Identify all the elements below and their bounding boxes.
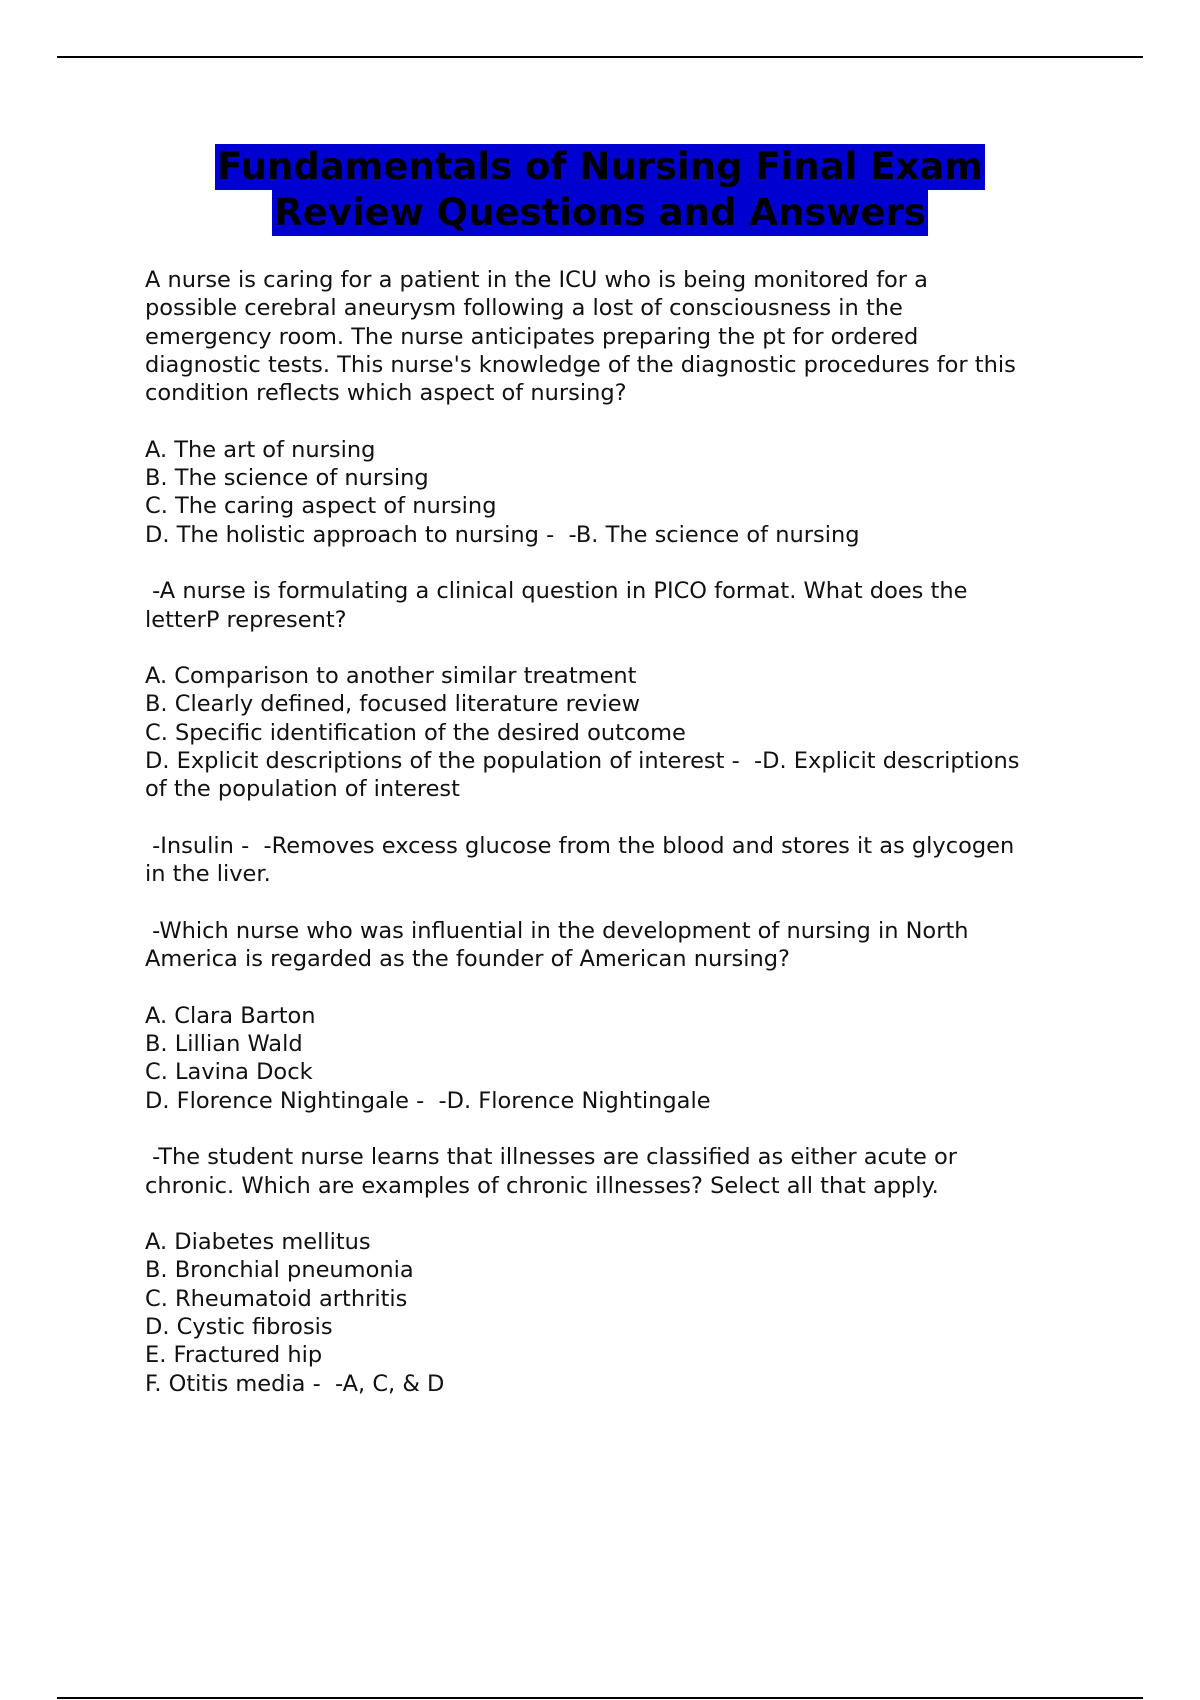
text-line: C. The caring aspect of nursing [145, 493, 497, 520]
text-line: A nurse is caring for a patient in the ICU who is being monitored for a [145, 267, 928, 293]
paragraph [145, 1228, 1095, 1398]
title-line-1: Fundamentals of Nursing Final Exam [217, 145, 983, 188]
text-line: A. Comparison to another similar treatment [145, 663, 637, 690]
text-line: D. The holistic approach to nursing - -B. The science of nursing [145, 521, 860, 548]
text-line: emergency room. The nurse anticipates preparing the pt for ordered [145, 323, 919, 350]
text-line: chronic. Which are examples of chronic illnesses? Select all that apply. [145, 1172, 939, 1199]
paragraph [145, 1143, 1095, 1200]
text-line: A. Diabetes mellitus [145, 1229, 371, 1256]
text-line: B. The science of nursing [145, 465, 429, 492]
text-line: letterP represent? [145, 606, 347, 633]
title-line-2: Review Questions and Answers [274, 191, 926, 234]
paragraph [145, 436, 1095, 549]
text-line: diagnostic tests. This nurse's knowledge of the diagnostic procedures for this [145, 351, 1016, 378]
document-body [145, 266, 1095, 1426]
text-line: America is regarded as the founder of American nursing? [145, 946, 790, 973]
text-line: E. Fractured hip [145, 1342, 323, 1369]
text-line: C. Specific identification of the desired outcome [145, 719, 686, 746]
document-title [100, 144, 1100, 236]
text-line: D. Cystic fibrosis [145, 1313, 333, 1340]
paragraph [145, 577, 1095, 634]
text-line: possible cerebral aneurysm following a lost of consciousness in the [145, 295, 903, 322]
text-line: A. Clara Barton [145, 1002, 316, 1029]
text-line: -The student nurse learns that illnesses are classified as either acute or [145, 1144, 958, 1171]
paragraph [145, 917, 1095, 974]
text-line: condition reflects which aspect of nursing? [145, 380, 627, 407]
text-line: C. Rheumatoid arthritis [145, 1285, 408, 1312]
text-line: F. Otitis media - -A, C, & D [145, 1370, 445, 1397]
paragraph [145, 662, 1095, 803]
header-rule [57, 56, 1143, 58]
paragraph [145, 1002, 1095, 1115]
paragraph [145, 832, 1095, 889]
text-line: in the liver. [145, 861, 271, 888]
text-line: A. The art of nursing [145, 436, 376, 463]
text-line: D. Explicit descriptions of the population of interest - -D. Explicit descriptions [145, 748, 1020, 775]
text-line: -Insulin - -Removes excess glucose from the blood and stores it as glycogen [145, 832, 1015, 859]
footer-rule [57, 1697, 1143, 1699]
text-line: -A nurse is formulating a clinical question in PICO format. What does the [145, 578, 968, 605]
paragraph [145, 266, 1095, 407]
text-line: D. Florence Nightingale - -D. Florence Nightingale [145, 1087, 711, 1114]
text-line: B. Clearly defined, focused literature review [145, 691, 641, 718]
text-line: -Which nurse who was influential in the development of nursing in North [145, 917, 969, 944]
text-line: B. Bronchial pneumonia [145, 1257, 414, 1284]
text-line: of the population of interest [145, 776, 460, 803]
text-line: C. Lavina Dock [145, 1059, 313, 1086]
text-line: B. Lillian Wald [145, 1031, 303, 1058]
